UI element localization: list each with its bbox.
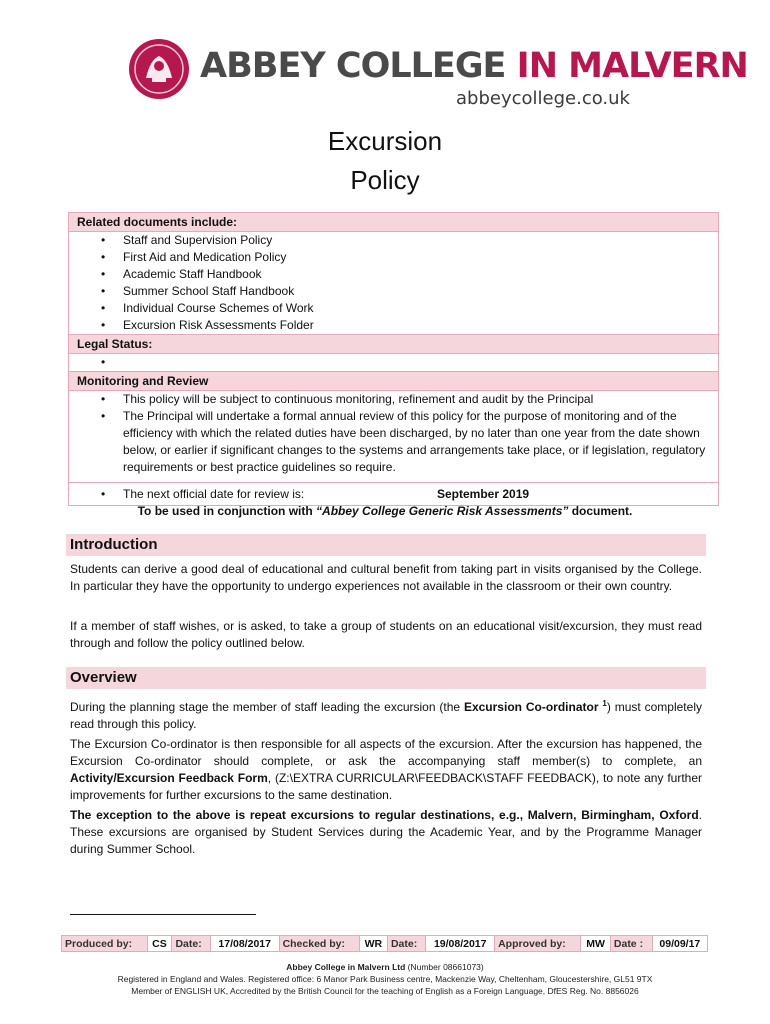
monitoring-review-heading: Monitoring and Review: [68, 371, 719, 391]
checked-by-value: WR: [359, 936, 387, 952]
overview-heading: Overview: [66, 667, 706, 689]
checked-date-value: 19/08/2017: [426, 936, 495, 952]
monitoring-review-list: [69, 391, 718, 482]
date-label: Date:: [172, 936, 210, 952]
list-item: • Summer School Staff Handbook: [123, 283, 710, 300]
list-item: • The Principal will undertake a formal annual review of this policy for the purpose of monitoring and of the efficiency with which the related duties have been discharged, by no later than one year from the date shown below, or earlier if significant changes to the systems and arrangements take place, or if legislation, regulatory requirements or best practice guidelines so require.: [123, 408, 710, 482]
footer-company-line: Abbey College in Malvern Ltd (Number 08661073): [286, 962, 484, 972]
list-item: • This policy will be subject to continuous monitoring, refinement and audit by the Principal: [123, 391, 710, 408]
next-review-list: [69, 483, 718, 505]
related-documents-list: [69, 232, 718, 334]
produced-by-value: CS: [147, 936, 172, 952]
introduction-heading: Introduction: [66, 534, 706, 556]
monitoring-review-body: [68, 391, 719, 482]
related-documents-list-wrap: [68, 232, 719, 334]
produced-by-label: Produced by:: [62, 936, 148, 952]
page-title-line1: Excursion: [327, 126, 443, 156]
list-item: • First Aid and Medication Policy: [123, 249, 710, 266]
approved-by-value: MW: [581, 936, 611, 952]
college-name: ABBEY COLLEGE IN MALVERN: [200, 46, 748, 86]
date-label: Date :: [610, 936, 652, 952]
page-title-line2: Policy: [350, 165, 420, 195]
next-review-label: The next official date for review is:: [123, 487, 305, 501]
overview-paragraph-1: During the planning stage the member of staff leading the excursion (the Excursion Co-ordinator $^1$) must completely read through this policy.: [70, 699, 702, 731]
legal-status-list: [69, 354, 718, 371]
policy-info-box: [68, 212, 719, 506]
related-documents-heading: Related documents include:: [68, 212, 719, 232]
list-item: • Academic Staff Handbook: [123, 266, 710, 283]
next-review-item: [123, 483, 710, 505]
introduction-paragraph-2: If a member of staff wishes, or is asked, to take a group of students on an educational visit/excursion, they must read through and follow the policy outlined below.: [70, 619, 702, 650]
approved-date-value: 09/09/17: [652, 936, 707, 952]
date-label: Date:: [387, 936, 425, 952]
college-crest-logo: [128, 38, 190, 105]
list-item: [123, 354, 710, 371]
table-row: [62, 936, 708, 952]
approved-by-label: Approved by:: [495, 936, 581, 952]
checked-by-label: Checked by:: [279, 936, 359, 952]
overview-paragraph-3: The exception to the above is repeat excursions to regular destinations, e.g., Malvern, Birmingham, Oxford. These excursions are organised by Student Services during the Academic Year, and by the Programme Manager during Summer School.: [70, 808, 702, 856]
next-review-row: [68, 482, 719, 506]
signoff-table: [61, 935, 708, 952]
conjunction-note: To be used in conjunction with “Abbey College Generic Risk Assessments” document.: [137, 504, 633, 518]
legal-status-heading: Legal Status:: [68, 334, 719, 354]
footer-accreditation-line: Member of ENGLISH UK, Accredited by the British Council for the teaching of English as a Foreign Language, DfES Reg. No. 8856026: [131, 986, 639, 996]
produced-date-value: 17/08/2017: [210, 936, 279, 952]
footer-registered-line: Registered in England and Wales. Registered office: 6 Manor Park Business centre, Mackenzie Way, Cheltenham, Gloucestershire, GL51 9TX: [117, 974, 653, 984]
overview-paragraph-2: The Excursion Co-ordinator is then responsible for all aspects of the excursion. After the excursion has happened, the Excursion Co-ordinator should complete, or ask the accompanying staff member(s) to complete, an Activity/Excursion Feedback Form, (Z:\EXTRA CURRICULAR\FEEDBACK\STAFF FEEDBACK), to note any further improvements for further excursions to the same destination.: [70, 737, 702, 802]
footnote-separator: [70, 914, 256, 915]
next-review-date: September 2019: [437, 487, 530, 501]
college-url: abbeycollege.co.uk: [456, 88, 630, 109]
list-item: • Individual Course Schemes of Work: [123, 300, 710, 317]
list-item: • Excursion Risk Assessments Folder: [123, 317, 710, 334]
introduction-paragraph-1: Students can derive a good deal of educational and cultural benefit from taking part in visits organised by the College. In particular they have the opportunity to undergo experiences not available in the classroom or their own country.: [70, 562, 702, 593]
footnote-marker: 1: [602, 699, 607, 708]
list-item: • Staff and Supervision Policy: [123, 232, 710, 249]
legal-status-body: [68, 354, 719, 371]
